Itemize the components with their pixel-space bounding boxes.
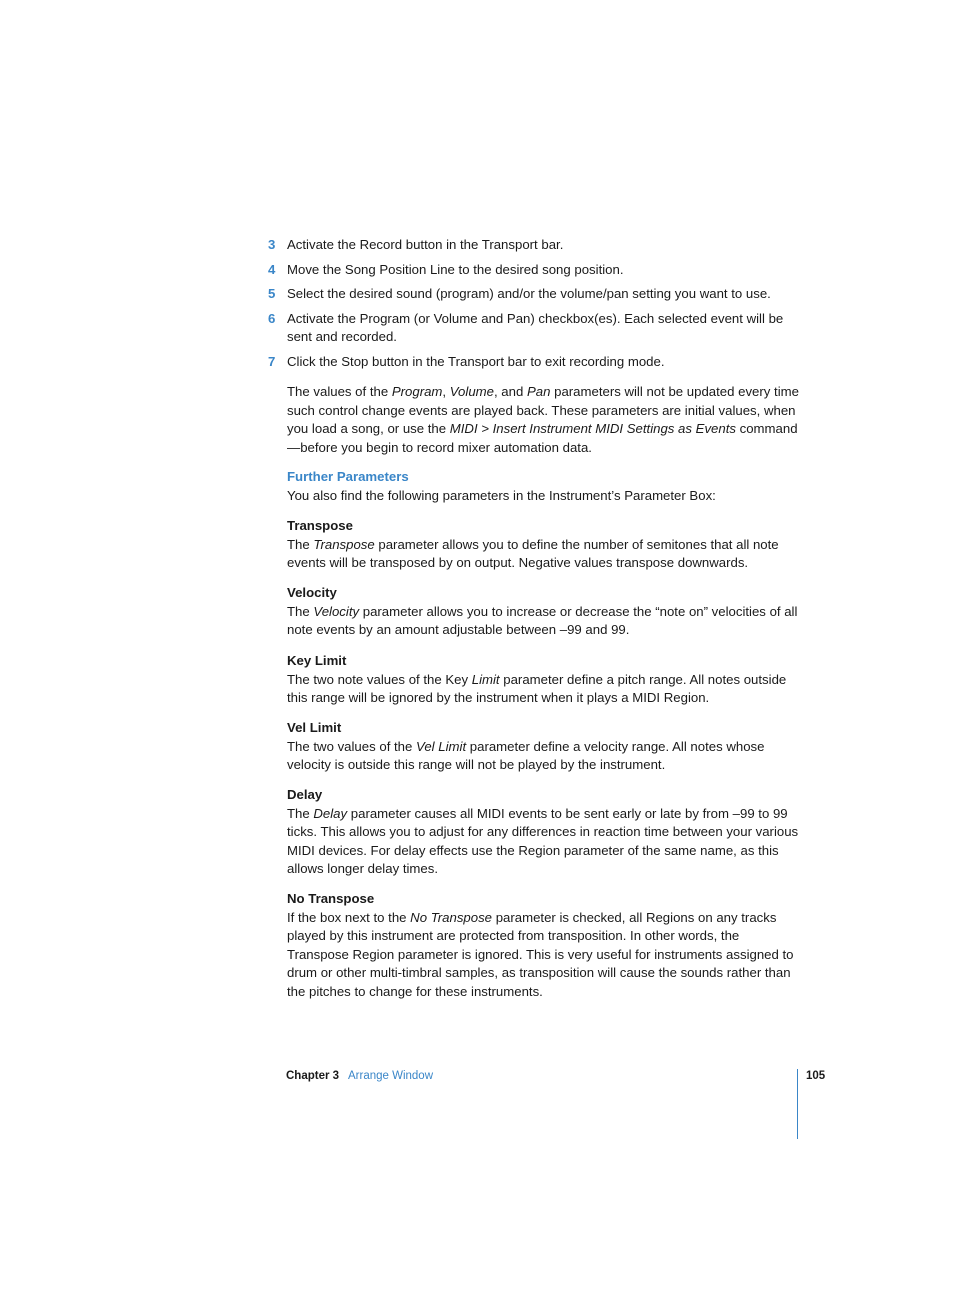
step-text: Activate the Program (or Volume and Pan) checkbox(es). Each selected event will be sent and recorded. bbox=[287, 310, 784, 345]
param-transpose bbox=[287, 517, 802, 573]
section-intro: You also find the following parameters in the Instrument’s Parameter Box: bbox=[287, 487, 716, 503]
list-item bbox=[262, 236, 802, 255]
param-velocity bbox=[287, 584, 802, 640]
note-italic: Pan bbox=[526, 384, 551, 399]
param-text: parameter causes all MIDI events to be sent early or late by from –99 to 99 ticks. This allows you to adjust for any differences in reaction time between your various MIDI devices. For delay effects use the Region parameter of the same name, as this allows longer delay times. bbox=[287, 805, 799, 877]
param-text: The two note values of the Key bbox=[287, 671, 472, 687]
param-title: Delay bbox=[287, 787, 323, 802]
note-text: , bbox=[442, 384, 450, 399]
step-text: Select the desired sound (program) and/or the volume/pan setting you want to use. bbox=[287, 286, 771, 302]
list-item bbox=[262, 353, 802, 372]
param-description bbox=[287, 671, 802, 708]
note-italic: Volume bbox=[449, 384, 494, 399]
step-number: 3 bbox=[268, 237, 276, 252]
param-no-transpose bbox=[287, 890, 802, 1002]
step-text: Activate the Record button in the Transport bar. bbox=[287, 237, 564, 252]
step-list bbox=[262, 236, 802, 378]
param-text: parameter define a pitch range. All notes outside this range will be ignored by the instrument when it plays a MIDI Region. bbox=[287, 671, 787, 706]
param-italic: Limit bbox=[471, 671, 500, 687]
note-text: , and bbox=[493, 384, 527, 399]
param-key-limit bbox=[287, 652, 802, 708]
param-italic: Velocity bbox=[313, 603, 360, 619]
step-number: 6 bbox=[268, 310, 276, 326]
param-italic: No Transpose bbox=[410, 909, 493, 925]
param-description bbox=[287, 738, 802, 775]
note-italic: Program bbox=[391, 384, 443, 399]
section-heading: Further Parameters bbox=[287, 469, 409, 484]
param-text: The bbox=[287, 805, 314, 821]
param-description bbox=[287, 805, 802, 879]
footer-divider bbox=[797, 1069, 798, 1139]
param-text: If the box next to the bbox=[287, 909, 411, 925]
param-description bbox=[287, 603, 802, 640]
param-text: parameter is checked, all Regions on any tracks played by this instrument are protected from transposition. In other words, the Transpose Region parameter is ignored. This is very useful for instruments assigned to drum or other multi-timbral samples, as transposition will cause the sounds rather than the pitches to change for these instruments. bbox=[287, 909, 794, 999]
param-text: The bbox=[287, 536, 314, 552]
note-text: parameters will not be updated every time such control change events are played back. These parameters are initial values, when you load a song, or use the bbox=[287, 384, 799, 437]
note-text: command—before you begin to record mixer automation data. bbox=[287, 421, 798, 455]
note-text: The values of the bbox=[287, 384, 392, 399]
step-number: 7 bbox=[268, 353, 276, 369]
param-text: The bbox=[287, 603, 314, 619]
step-text: Click the Stop button in the Transport bar to exit recording mode. bbox=[287, 353, 665, 369]
further-parameters-section bbox=[287, 468, 802, 505]
param-description bbox=[287, 536, 802, 573]
param-text: parameter allows you to define the number of semitones that all note events will be transposed by on output. Negative values transpose downwards. bbox=[287, 536, 779, 571]
param-text: parameter define a velocity range. All notes whose velocity is outside this range will not be played by the instrument. bbox=[287, 738, 765, 773]
param-description bbox=[287, 909, 802, 1002]
param-italic: Delay bbox=[313, 805, 348, 821]
param-italic: Transpose bbox=[313, 536, 375, 552]
param-title: Transpose bbox=[287, 518, 353, 533]
param-text: The two values of the bbox=[287, 738, 417, 754]
step-number: 4 bbox=[268, 261, 276, 277]
param-text: parameter allows you to increase or decrease the “note on” velocities of all note events by an amount adjustable between –99 and 99. bbox=[287, 603, 798, 638]
step-text: Move the Song Position Line to the desired song position. bbox=[287, 261, 624, 277]
page-number: 105 bbox=[806, 1070, 826, 1082]
param-title: Velocity bbox=[287, 585, 337, 600]
param-delay bbox=[287, 786, 802, 879]
note-paragraph bbox=[287, 383, 802, 457]
param-title: Key Limit bbox=[287, 653, 347, 668]
param-title: Vel Limit bbox=[287, 720, 342, 735]
param-italic: Vel Limit bbox=[416, 738, 467, 754]
footer-chapter-title: Arrange Window bbox=[348, 1070, 434, 1082]
note-italic: MIDI > Insert Instrument MIDI Settings as Events bbox=[449, 421, 736, 437]
list-item bbox=[262, 261, 802, 280]
list-item bbox=[262, 285, 802, 304]
param-title: No Transpose bbox=[287, 891, 375, 906]
list-item bbox=[262, 310, 802, 347]
param-vel-limit bbox=[287, 719, 802, 775]
step-number: 5 bbox=[268, 286, 276, 302]
footer-chapter: Chapter 3 bbox=[286, 1070, 340, 1082]
